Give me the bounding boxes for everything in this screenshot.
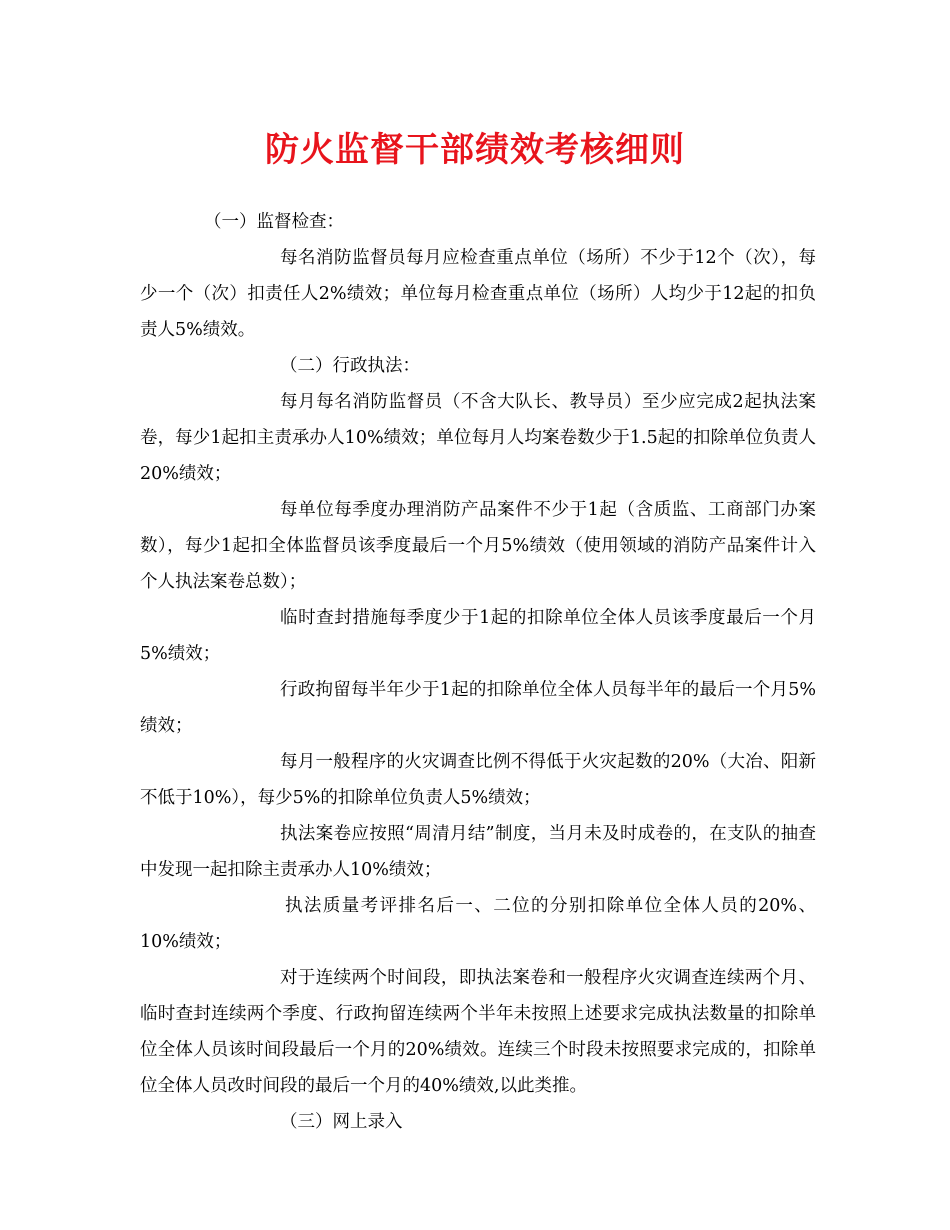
paragraph: 执法案卷应按照“周清月结”制度，当月未及时成卷的，在支队的抽查中发现一起扣除主责承办人10%绩效； <box>140 824 816 880</box>
paragraph: 对于连续两个时间段，即执法案卷和一般程序火灾调查连续两个月、临时查封连续两个季度、行政拘留连续两个半年未按照上述要求完成执法数量的扣除单位全体人员该时间段最后一个月的20%绩效。连续三个时段未按照要求完成的，扣除单位全体人员改时间段的最后一个月的40%绩效,以此类推。 <box>140 968 816 1096</box>
section-heading-3: （三）网上录入 <box>280 1112 403 1132</box>
section-heading-2: （二）行政执法： <box>280 356 420 376</box>
paragraph: 执法质量考评排名后一、二位的分别扣除单位全体人员的20%、10%绩效； <box>140 896 816 952</box>
section-heading-1: （一）监督检查： <box>204 212 344 232</box>
paragraph: 临时查封措施每季度少于1起的扣除单位全体人员该季度最后一个月5%绩效； <box>140 608 816 664</box>
paragraph: 每月每名消防监督员（不含大队长、教导员）至少应完成2起执法案卷，每少1起扣主责承办人10%绩效；单位每月人均案卷数少于1.5起的扣除单位负责人20%绩效； <box>140 392 816 484</box>
paragraph: 每单位每季度办理消防产品案件不少于1起（含质监、工商部门办案数），每少1起扣全体监督员该季度最后一个月5%绩效（使用领域的消防产品案件计入个人执法案卷总数）； <box>140 500 816 592</box>
paragraph: 每名消防监督员每月应检查重点单位（场所）不少于12个（次），每少一个（次）扣责任人2%绩效；单位每月检查重点单位（场所）人均少于12起的扣负责人5%绩效。 <box>140 248 816 340</box>
document-title: 防火监督干部绩效考核细则 <box>265 130 685 170</box>
document-body <box>140 204 816 1140</box>
paragraph: 每月一般程序的火灾调查比例不得低于火灾起数的20%（大冶、阳新不低于10%），每少5%的扣除单位负责人5%绩效； <box>140 752 816 808</box>
paragraph: 行政拘留每半年少于1起的扣除单位全体人员每半年的最后一个月5%绩效； <box>140 680 816 736</box>
